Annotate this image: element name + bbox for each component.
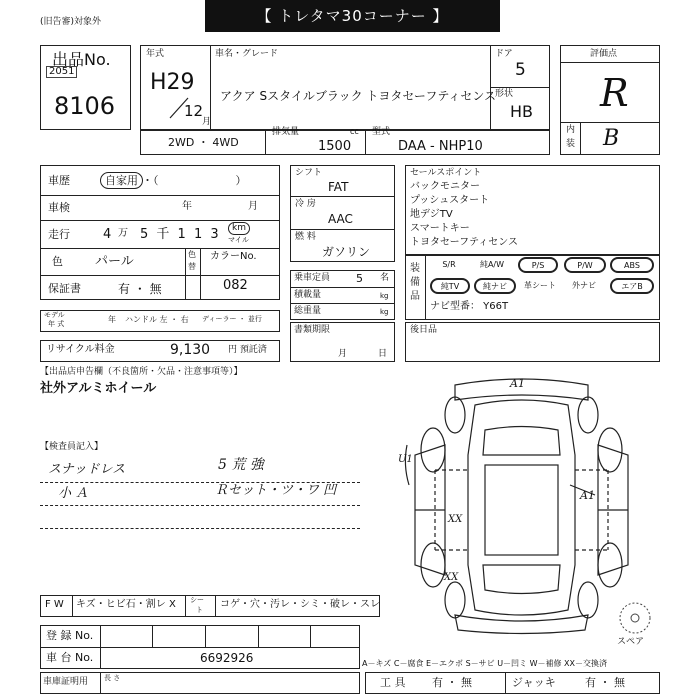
model-year-year: 年 xyxy=(108,315,116,324)
mileage-man-unit: 万 xyxy=(118,228,128,239)
interior-label-2: 装 xyxy=(566,139,576,149)
shape-value: HB xyxy=(510,102,534,121)
interior-value: B xyxy=(603,126,620,151)
mileage-digits: 5 千 1 1 3 xyxy=(140,227,221,242)
model-year-handle: ハンドル 左 ・ 右 xyxy=(125,315,189,324)
model-label: 車名・グレード xyxy=(215,49,279,59)
fuel-label: 燃 料 xyxy=(295,232,316,242)
condition-seat-1: シー xyxy=(190,596,204,604)
after-equip-box xyxy=(405,322,660,362)
recycle-value: 9,130 xyxy=(170,342,211,358)
warranty-label: 保証書 xyxy=(48,282,81,295)
lot-stamp: 2051 xyxy=(46,66,77,78)
shift-label: シフト xyxy=(295,168,323,178)
spare-label: スペア xyxy=(617,637,645,647)
color-change-2: 替 xyxy=(188,262,196,271)
history-label: 車歴 xyxy=(48,174,70,187)
mark-xx-2: XX xyxy=(444,572,459,583)
inspection-label: 車検 xyxy=(48,201,70,214)
lot-number: 8106 xyxy=(54,92,116,120)
equip-airbag: エアB xyxy=(610,278,654,294)
equip-pw: P/W xyxy=(564,257,606,273)
year-month: 12 xyxy=(184,102,204,120)
registration-label: 登 録 No. xyxy=(46,629,94,642)
equip-tv: 純TV xyxy=(430,278,470,294)
inspector-line2-right: Ｒセット・ツ・ワ 凹 xyxy=(215,483,337,498)
inspection-month-unit: 月 xyxy=(248,201,258,212)
inspection-year-unit: 年 xyxy=(182,201,192,212)
doors-value: 5 xyxy=(515,60,526,80)
mark-xx-1: XX xyxy=(448,514,463,525)
color-no-value: 082 xyxy=(223,278,248,293)
displacement-unit: cc xyxy=(350,127,359,136)
capacity-unit: 名 xyxy=(380,273,390,283)
sales-point-item: トヨタセーフティセンス xyxy=(410,237,518,248)
capacity-label: 乗車定員 xyxy=(294,273,331,283)
seller-notes-label: 【出品店申告欄（不良箇所・欠品・注意事項等）】 xyxy=(40,367,243,377)
displacement-value: 1500 xyxy=(318,139,352,154)
weight-label: 総重量 xyxy=(294,306,322,316)
history-rest: ・（ ） xyxy=(142,174,247,187)
chassis-value: 6692926 xyxy=(200,651,254,665)
ac-value: AAC xyxy=(328,212,353,226)
load-label: 積載量 xyxy=(294,290,322,300)
doors-label: ドア xyxy=(495,49,513,59)
sales-point-item: スマートキー xyxy=(410,223,470,234)
seller-notes-value: 社外アルミホイール xyxy=(40,381,157,396)
equip-navi-model: ナビ型番： Y66T xyxy=(430,301,509,312)
docs-day-unit: 日 xyxy=(378,349,388,359)
after-equip-label: 後日品 xyxy=(410,325,438,335)
chassis-label: 車 台 No. xyxy=(46,651,94,664)
model-year-label-1: モデル xyxy=(44,311,65,319)
weight-unit: kg xyxy=(380,308,389,316)
mileage-km: km xyxy=(228,222,250,235)
mark-u1: U1 xyxy=(398,454,413,465)
condition-fw: F W xyxy=(45,599,64,610)
bottom-length: 長 さ xyxy=(104,674,121,682)
warranty-value: 有 ・ 無 xyxy=(118,282,162,296)
bottom-tools-value: 有 ・ 無 xyxy=(432,676,472,689)
sales-point-item: 地デジTV xyxy=(410,209,453,220)
model-value: アクア Sスタイルブラック トヨタセーフティセンス xyxy=(220,89,497,103)
score-value: R xyxy=(600,71,629,115)
mileage-label: 走行 xyxy=(48,228,70,241)
year-label: 年式 xyxy=(146,49,165,59)
recycle-unit: 円 預託済 xyxy=(228,345,267,355)
bottom-jack-value: 有 ・ 無 xyxy=(585,676,625,689)
equip-sr: S/R xyxy=(442,260,456,269)
equip-leather: 革シート xyxy=(524,281,556,290)
mileage-man: 4 xyxy=(103,227,112,242)
bottom-jack: ジャッキ xyxy=(512,676,556,689)
shape-label: 形状 xyxy=(495,89,514,99)
condition-seat-2: ト xyxy=(196,606,203,614)
color-value: パール xyxy=(95,254,134,269)
type-label: 型式 xyxy=(372,127,391,137)
inspector-line1-right: 5 荒 強 xyxy=(218,457,264,473)
car-diagram xyxy=(395,375,665,635)
equip-abs: ABS xyxy=(610,257,654,273)
condition-scratch: キズ・ヒビ石・割レ X xyxy=(76,599,176,610)
docs-label: 書類期限 xyxy=(294,325,331,335)
mark-a1-right: A1 xyxy=(580,489,595,502)
color-change-1: 色 xyxy=(188,250,196,259)
score-label: 評価点 xyxy=(590,49,618,59)
docs-month-unit: 月 xyxy=(338,349,348,359)
inspector-line2-left: 小 Ａ xyxy=(58,486,89,501)
color-no-label: カラーNo. xyxy=(210,251,257,262)
equip-ext-navi: 外ナビ xyxy=(572,281,596,290)
spare-tire-icon xyxy=(617,600,653,636)
displacement-label: 排気量 xyxy=(272,127,300,137)
model-year-label-2: 年 式 xyxy=(48,320,65,328)
equip-aw: 純A/W xyxy=(479,260,505,269)
inspector-label: 【検査員記入】 xyxy=(40,442,104,452)
sales-point-item: バックモニター xyxy=(410,181,480,192)
lot-label: 出品No. xyxy=(52,50,111,69)
shift-value: FAT xyxy=(328,180,349,194)
bottom-tools: 工 具 xyxy=(380,676,406,689)
banner-title: 【 トレタマ30コーナー 】 xyxy=(205,0,500,32)
model-year-dealer: ディーラー ・ 並行 xyxy=(202,315,262,323)
mark-a1-top: A1 xyxy=(510,377,525,390)
year-month-unit: 月 xyxy=(202,117,212,127)
ac-label: 冷 房 xyxy=(295,199,316,209)
sales-point-item: プッシュスタート xyxy=(410,195,490,206)
history-value: 自家用 xyxy=(100,172,143,189)
equipment-label: 装 備 品 xyxy=(410,263,420,302)
year-era: H29 xyxy=(150,70,195,95)
recycle-label: リサイクル料金 xyxy=(46,344,115,355)
legend-text: A－キズ C－腐食 E－エクボ S－サビ U－凹ミ W－補修 XX－交換済 xyxy=(362,659,608,668)
inspector-line1-left: スナッドレス xyxy=(48,462,126,477)
equip-ps: P/S xyxy=(518,257,558,273)
equip-navi: 純ナビ xyxy=(474,278,516,294)
type-value: DAA - NHP10 xyxy=(398,139,483,154)
top-cut-text: (旧告審)対象外 xyxy=(40,17,102,27)
condition-burn: コゲ・穴・汚レ・シミ・破レ・スレ xyxy=(220,599,380,610)
interior-label-1: 内 xyxy=(566,125,576,135)
drive-value: 2WD ・ 4WD xyxy=(168,136,239,149)
color-label: 色 xyxy=(52,255,63,268)
load-unit: kg xyxy=(380,292,389,300)
fuel-value: ガソリン xyxy=(322,245,371,259)
capacity-value: 5 xyxy=(356,272,363,285)
bottom-cert: 車庫証明用 xyxy=(43,677,89,687)
mileage-mile: マイル xyxy=(228,236,249,244)
sales-points-label: セールスポイント xyxy=(410,168,482,178)
